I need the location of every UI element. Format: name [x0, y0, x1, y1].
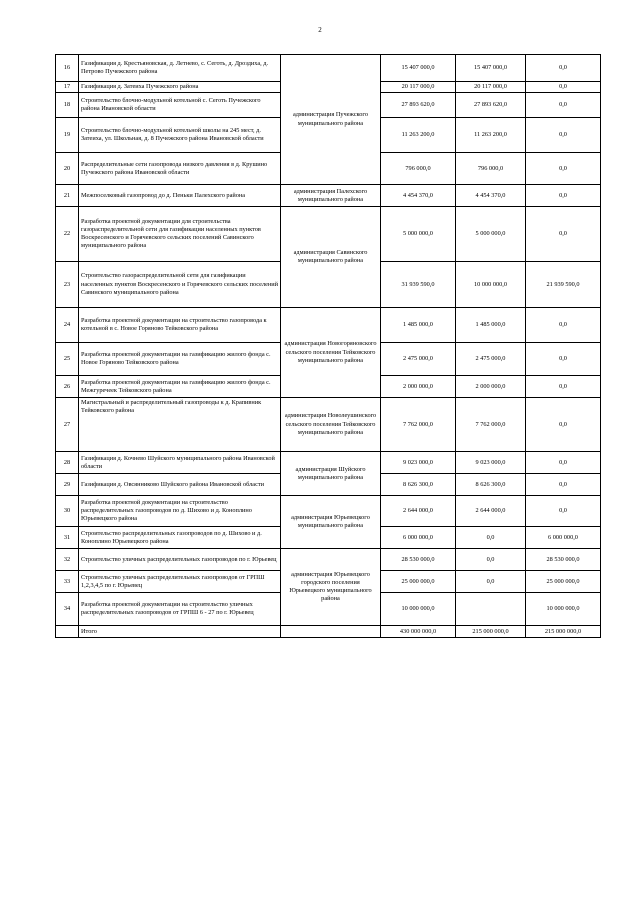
- regional-amount: 796 000,0: [456, 153, 526, 185]
- other-amount: 6 000 000,0: [526, 527, 601, 549]
- total-amount: 10 000 000,0: [381, 593, 456, 626]
- row-number: 28: [56, 452, 79, 474]
- row-number: 20: [56, 153, 79, 185]
- totals-other-amount: 215 000 000,0: [526, 626, 601, 638]
- total-amount: 1 485 000,0: [381, 308, 456, 343]
- administrator-cell: администрация Пучежского муниципального района: [281, 55, 381, 185]
- regional-amount: 7 762 000,0: [456, 398, 526, 452]
- row-number: 29: [56, 474, 79, 496]
- other-amount: 0,0: [526, 474, 601, 496]
- administrator-cell: администрация Новогоряновского сельского поселения Тейковского муниципального района: [281, 308, 381, 398]
- other-amount: 0,0: [526, 55, 601, 82]
- other-amount: 0,0: [526, 398, 601, 452]
- page-number: 2: [318, 26, 322, 34]
- administrator-cell: администрация Палехского муниципального района: [281, 185, 381, 207]
- object-name: Разработка проектной документации на газификацию жилого фонда с. Межгуречеек Тейковского района: [79, 376, 281, 398]
- other-amount: 0,0: [526, 308, 601, 343]
- total-amount: 2 475 000,0: [381, 343, 456, 376]
- regional-amount: 0,0: [456, 549, 526, 571]
- funding-table: [55, 54, 601, 638]
- row-number: 16: [56, 55, 79, 82]
- other-amount: 0,0: [526, 496, 601, 527]
- totals-regional-amount: 215 000 000,0: [456, 626, 526, 638]
- row-number: 21: [56, 185, 79, 207]
- regional-amount: 1 485 000,0: [456, 308, 526, 343]
- administrator-cell: администрация Савинского муниципального района: [281, 207, 381, 308]
- table-row: [56, 452, 601, 474]
- table-row: [56, 398, 601, 452]
- other-amount: 0,0: [526, 82, 601, 93]
- totals-total-amount: 430 000 000,0: [381, 626, 456, 638]
- regional-amount: 4 454 370,0: [456, 185, 526, 207]
- totals-row: [56, 626, 601, 638]
- regional-amount: 11 263 200,0: [456, 118, 526, 153]
- table-row: [56, 185, 601, 207]
- other-amount: 0,0: [526, 93, 601, 118]
- total-amount: 28 530 000,0: [381, 549, 456, 571]
- object-name: Разработка проектной документации на строительство уличных распределительных газопроводов от ГРПШ 6 - 27 по г. Юрьевец: [79, 593, 281, 626]
- object-name: Магистральный и распределительный газопроводы к д. Крапивник Тейковского района: [79, 398, 281, 452]
- table-row: [56, 496, 601, 527]
- regional-amount: 8 626 300,0: [456, 474, 526, 496]
- object-name: Строительство блочно-модульной котельной школы на 245 мест, д. Затеиха, ул. Школьная, д. 8 Пучежского района Ивановской области: [79, 118, 281, 153]
- row-number: 25: [56, 343, 79, 376]
- table-row: [56, 207, 601, 262]
- other-amount: 0,0: [526, 376, 601, 398]
- administrator-cell: администрация Юрьевецкого муниципального района: [281, 496, 381, 549]
- regional-amount: 0,0: [456, 571, 526, 593]
- other-amount: 0,0: [526, 118, 601, 153]
- row-number: 33: [56, 571, 79, 593]
- other-amount: 0,0: [526, 452, 601, 474]
- total-amount: 6 000 000,0: [381, 527, 456, 549]
- total-amount: 5 000 000,0: [381, 207, 456, 262]
- object-name: Строительство уличных распределительных газопроводов от ГРПШ 1,2,3,4,5 по г. Юрьевец: [79, 571, 281, 593]
- total-amount: 9 023 000,0: [381, 452, 456, 474]
- regional-amount: 9 023 000,0: [456, 452, 526, 474]
- object-name: Межпоселковый газопровод до д. Пеньки Палехского района: [79, 185, 281, 207]
- row-number: 18: [56, 93, 79, 118]
- row-number: 30: [56, 496, 79, 527]
- regional-amount: 20 117 000,0: [456, 82, 526, 93]
- regional-amount: 2 000 000,0: [456, 376, 526, 398]
- totals-empty-cell: [56, 626, 79, 638]
- other-amount: 0,0: [526, 343, 601, 376]
- table-row: [56, 308, 601, 343]
- row-number: 26: [56, 376, 79, 398]
- totals-empty-cell: [281, 626, 381, 638]
- total-amount: 7 762 000,0: [381, 398, 456, 452]
- total-amount: 4 454 370,0: [381, 185, 456, 207]
- row-number: 19: [56, 118, 79, 153]
- regional-amount: 15 407 000,0: [456, 55, 526, 82]
- object-name: Разработка проектной документации для строительства газораспределительной сети для газификации населенных пунктов Воскресенского и Горячевского сельских поселений Савинского муниципального района: [79, 207, 281, 262]
- row-number: 34: [56, 593, 79, 626]
- object-name: Газификация д. Кочнево Шуйского муниципального района Ивановской области: [79, 452, 281, 474]
- row-number: 32: [56, 549, 79, 571]
- other-amount: 21 939 590,0: [526, 262, 601, 308]
- object-name: Газификация д. Овсянниково Шуйского района Ивановской области: [79, 474, 281, 496]
- row-number: 17: [56, 82, 79, 93]
- object-name: Разработка проектной документации на строительство распределительных газопроводов по д. Шихово и д. Коноплино Юрьевецкого района: [79, 496, 281, 527]
- object-name: Строительство уличных распределительных газопроводов по г. Юрьевец: [79, 549, 281, 571]
- row-number: 24: [56, 308, 79, 343]
- regional-amount: 2 644 000,0: [456, 496, 526, 527]
- total-amount: 25 000 000,0: [381, 571, 456, 593]
- administrator-cell: администрация Шуйского муниципального района: [281, 452, 381, 496]
- other-amount: 28 530 000,0: [526, 549, 601, 571]
- table-row: [56, 55, 601, 82]
- other-amount: 25 000 000,0: [526, 571, 601, 593]
- other-amount: 10 000 000,0: [526, 593, 601, 626]
- regional-amount: 5 000 000,0: [456, 207, 526, 262]
- administrator-cell: администрация Новолеушинского сельского поселения Тейковского муниципального района: [281, 398, 381, 452]
- total-amount: 11 263 200,0: [381, 118, 456, 153]
- administrator-cell: администрация Юрьевецкого городского поселения Юрьевецкого муниципального района: [281, 549, 381, 626]
- row-number: 22: [56, 207, 79, 262]
- object-name: Строительство распределительных газопроводов по д. Шихово и д. Коноплино Юрьевецкого района: [79, 527, 281, 549]
- other-amount: 0,0: [526, 207, 601, 262]
- regional-amount: 27 893 620,0: [456, 93, 526, 118]
- total-amount: 15 407 000,0: [381, 55, 456, 82]
- object-name: Строительство газораспределительной сети для газификации населенных пунктов Воскресенского и Горячевского сельских поселений Савинского муниципального района: [79, 262, 281, 308]
- object-name: Газификация д. Крестьяновская, д. Летнево, с. Сеготь, д. Дроздиха, д. Петрово Пучежского района: [79, 55, 281, 82]
- regional-amount: 10 000 000,0: [456, 262, 526, 308]
- other-amount: 0,0: [526, 153, 601, 185]
- other-amount: 0,0: [526, 185, 601, 207]
- regional-amount: 2 475 000,0: [456, 343, 526, 376]
- total-amount: 20 117 000,0: [381, 82, 456, 93]
- object-name: Распределительные сети газопровода низкого давления в д. Крушино Пучежского района Ивановской области: [79, 153, 281, 185]
- object-name: Разработка проектной документации на газификацию жилого фонда с. Новое Горяново Тейковского района: [79, 343, 281, 376]
- regional-amount: [456, 593, 526, 626]
- total-amount: 796 000,0: [381, 153, 456, 185]
- total-amount: 27 893 620,0: [381, 93, 456, 118]
- total-amount: 2 000 000,0: [381, 376, 456, 398]
- total-amount: 8 626 300,0: [381, 474, 456, 496]
- total-amount: 31 939 590,0: [381, 262, 456, 308]
- object-name: Газификация д. Затеиха Пучежского района: [79, 82, 281, 93]
- row-number: 31: [56, 527, 79, 549]
- object-name: Разработка проектной документации на строительство газопровода к котельной в с. Новое Горяново Тейковского района: [79, 308, 281, 343]
- row-number: 23: [56, 262, 79, 308]
- regional-amount: 0,0: [456, 527, 526, 549]
- total-amount: 2 644 000,0: [381, 496, 456, 527]
- object-name: Строительство блочно-модульной котельной с. Сеготь Пучежского района Ивановской области: [79, 93, 281, 118]
- totals-label: Итого: [79, 626, 281, 638]
- row-number: 27: [56, 398, 79, 452]
- table-row: [56, 549, 601, 571]
